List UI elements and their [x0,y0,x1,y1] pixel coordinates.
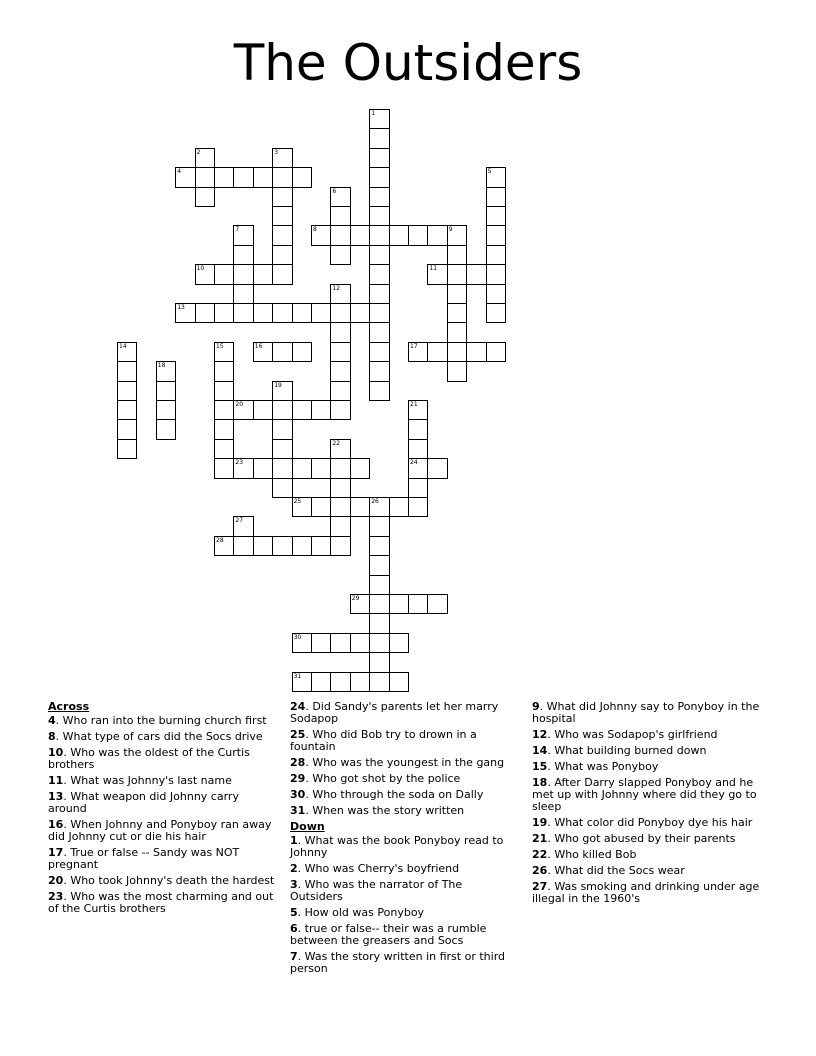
grid-cell[interactable] [369,381,389,401]
clue-number: 7 [290,950,298,963]
grid-number: 22 [332,439,341,447]
grid-cell[interactable] [117,439,137,459]
clue-text: Who was the narrator of The Outsiders [290,878,463,903]
grid-cell[interactable] [117,381,137,401]
grid-cell[interactable] [350,633,370,653]
grid-cell[interactable] [369,555,389,575]
grid-cell[interactable] [389,497,409,517]
grid-cell[interactable] [369,652,389,672]
clue-number: 1 [290,834,298,847]
clue-text: How old was Ponyboy [304,906,425,919]
grid-cell[interactable] [486,187,506,207]
clue-column-1 [48,701,276,919]
grid-cell[interactable] [214,167,234,187]
clue-number: 11 [48,774,64,787]
grid-cell[interactable] [272,478,292,498]
grid-cell[interactable] [466,264,486,284]
grid-cell[interactable] [369,516,389,536]
clue-number: 25 [290,728,306,741]
grid-number: 27 [235,517,244,525]
grid-cell[interactable] [369,594,389,614]
grid-cell[interactable] [369,672,389,692]
grid-cell[interactable] [330,497,350,517]
clue-across-10: 10. Who was the oldest of the Curtis brothers [48,746,250,771]
clue-text: What color did Ponyboy dye his hair [554,816,753,829]
clue-text: Who got abused by their parents [554,832,736,845]
grid-cell[interactable] [369,264,389,284]
clue-across-30: 30. Who through the soda on Dally [290,788,484,801]
grid-number: 4 [177,168,182,176]
grid-cell[interactable] [330,478,350,498]
clue-text: True or false -- Sandy was NOT pregnant [48,846,240,871]
grid-cell[interactable] [272,419,292,439]
grid-cell[interactable] [292,400,312,420]
grid-cell[interactable] [272,536,292,556]
grid-number: 1 [371,110,376,117]
grid-cell[interactable] [272,439,292,459]
grid-number: 24 [410,459,418,467]
grid-cell[interactable] [233,284,253,304]
grid-number: 21 [410,401,418,408]
grid-cell[interactable] [214,361,234,381]
grid-number: 6 [332,187,337,195]
clue-number: 14 [532,744,548,757]
clue-text: Who did Bob try to drown in a fountain [290,728,477,753]
grid-number: 28 [216,536,224,544]
clue-column-2 [290,701,512,979]
grid-cell[interactable] [214,419,234,439]
clue-down-21: 21. Who got abused by their parents [532,832,736,845]
grid-number: 12 [332,284,341,292]
grid-cell[interactable] [486,225,506,245]
clue-number: 18 [532,776,548,789]
grid-cell[interactable] [408,419,428,439]
grid-cell[interactable] [253,303,273,323]
clue-down-26: 26. What did the Socs wear [532,864,685,877]
grid-cell[interactable] [311,400,331,420]
grid-number: 2 [196,148,201,156]
grid-cell[interactable] [330,361,350,381]
clue-number: 2 [290,862,298,875]
clue-number: 19 [532,816,548,829]
clue-number: 30 [290,788,306,801]
grid-cell[interactable] [311,536,331,556]
grid-cell[interactable] [389,225,409,245]
clue-number: 23 [48,890,64,903]
grid-number: 25 [293,498,302,505]
clue-text: Was the story written in first or third person [290,950,506,975]
grid-cell[interactable] [466,342,486,362]
clue-number: 29 [290,772,306,785]
clue-column-3 [532,701,764,909]
grid-cell[interactable] [330,381,350,401]
clue-number: 16 [48,818,64,831]
grid-cell[interactable] [330,516,350,536]
grid-cell[interactable] [486,264,506,284]
grid-cell[interactable] [369,342,389,362]
grid-cell[interactable] [330,342,350,362]
grid-number: 29 [351,595,360,602]
grid-number: 8 [313,226,317,234]
grid-cell[interactable] [311,303,331,323]
grid-cell[interactable] [408,594,428,614]
grid-cell[interactable] [369,361,389,381]
grid-cell[interactable] [311,458,331,478]
clue-down-12: 12. Who was Sodapop's girlfriend [532,728,718,741]
clue-number: 8 [48,730,56,743]
clue-across-17: 17. True or false -- Sandy was NOT pregnant [48,846,240,871]
grid-cell[interactable] [369,633,389,653]
across-heading: Across [48,700,90,713]
grid-cell[interactable] [311,633,331,653]
grid-cell[interactable] [292,342,312,362]
clue-across-16: 16. When Johnny and Ponyboy ran away did Johnny cut or die his hair [48,818,272,843]
grid-cell[interactable] [369,128,389,148]
grid-cell[interactable] [272,225,292,245]
grid-cell[interactable] [214,264,234,284]
clue-down-14: 14. What building burned down [532,744,707,757]
grid-cell[interactable] [408,225,428,245]
clue-number: 22 [532,848,548,861]
grid-cell[interactable] [214,381,234,401]
grid-cell[interactable] [214,458,234,478]
grid-cell[interactable] [350,303,370,323]
grid-cell[interactable] [408,439,428,459]
grid-cell[interactable] [214,439,234,459]
grid-number: 18 [157,362,166,370]
grid-cell[interactable] [369,575,389,595]
clue-text: Who got shot by the police [312,772,461,785]
clue-down-9: 9. What did Johnny say to Ponyboy in the hospital [532,700,760,725]
grid-cell[interactable] [389,672,409,692]
clue-across-23: 23. Who was the most charming and out of the Curtis brothers [48,890,274,915]
grid-cell[interactable] [330,400,350,420]
grid-number: 15 [216,342,224,350]
clue-number: 27 [532,880,548,893]
grid-cell[interactable] [330,245,350,265]
clue-text: When was the story written [312,804,465,817]
clue-number: 13 [48,790,64,803]
grid-cell[interactable] [330,225,350,245]
grid-cell[interactable] [233,303,253,323]
grid-cell[interactable] [233,264,253,284]
grid-cell[interactable] [447,245,467,265]
grid-cell[interactable] [253,167,273,187]
clue-text: Who was the oldest of the Curtis brothers [48,746,250,771]
clue-text: Who was Sodapop's girlfriend [554,728,718,741]
grid-cell[interactable] [486,206,506,226]
grid-cell[interactable] [330,206,350,226]
grid-number: 14 [119,342,127,350]
grid-cell[interactable] [330,633,350,653]
grid-cell[interactable] [427,458,447,478]
grid-cell[interactable] [427,594,447,614]
grid-number: 13 [177,304,185,311]
grid-cell[interactable] [292,167,312,187]
clue-number: 5 [290,906,298,919]
clue-text: What was Ponyboy [554,760,659,773]
clue-text: Who was the youngest in the gang [312,756,505,769]
grid-cell[interactable] [272,458,292,478]
grid-number: 20 [235,401,244,408]
grid-number: 23 [235,459,244,467]
grid-cell[interactable] [369,245,389,265]
clue-number: 26 [532,864,548,877]
grid-cell[interactable] [486,303,506,323]
clue-across-31: 31. When was the story written [290,804,465,817]
grid-number: 30 [293,633,302,641]
clue-number: 4 [48,714,56,727]
grid-cell[interactable] [311,672,331,692]
clue-text: What building burned down [554,744,707,757]
clue-text: When Johnny and Ponyboy ran away did Johnny cut or die his hair [48,818,272,843]
clue-text: Who killed Bob [554,848,637,861]
grid-cell[interactable] [350,458,370,478]
clue-across-4: 4. Who ran into the burning church first [48,714,267,727]
grid-cell[interactable] [292,458,312,478]
grid-cell[interactable] [369,303,389,323]
grid-cell[interactable] [369,206,389,226]
clue-text: What type of cars did the Socs drive [62,730,263,743]
grid-cell[interactable] [156,381,176,401]
grid-cell[interactable] [369,167,389,187]
down-heading: Down [290,820,325,833]
grid-cell[interactable] [330,672,350,692]
clue-number: 17 [48,846,64,859]
grid-cell[interactable] [369,187,389,207]
grid-cell[interactable] [427,342,447,362]
clue-text: Was smoking and drinking under age illegal in the 1960's [532,880,760,905]
clue-down-5: 5. How old was Ponyboy [290,906,425,919]
clue-down-3: 3. Who was the narrator of The Outsiders [290,878,463,903]
grid-number: 31 [293,672,302,680]
page-title: The Outsiders [233,34,583,92]
grid-cell[interactable] [369,322,389,342]
grid-number: 11 [429,265,438,273]
grid-cell[interactable] [486,284,506,304]
grid-cell[interactable] [214,400,234,420]
clue-number: 10 [48,746,64,759]
clue-text: What was Johnny's last name [70,774,232,787]
clue-down-15: 15. What was Ponyboy [532,760,659,773]
grid-cell[interactable] [233,536,253,556]
grid-number: 26 [371,498,379,505]
grid-cell[interactable] [214,303,234,323]
grid-cell[interactable] [389,594,409,614]
grid-cell[interactable] [253,264,273,284]
grid-cell[interactable] [311,497,331,517]
grid-cell[interactable] [272,206,292,226]
clue-down-7: 7. Was the story written in first or third person [290,950,506,975]
clue-text: Did Sandy's parents let her marry Sodapop [290,700,499,725]
grid-cell[interactable] [330,536,350,556]
grid-cell[interactable] [350,672,370,692]
grid-cell[interactable] [369,148,389,168]
grid-cell[interactable] [427,225,447,245]
grid-cell[interactable] [447,303,467,323]
grid-cell[interactable] [272,303,292,323]
clue-down-18: 18. After Darry slapped Ponyboy and he met up with Johnny where did they go to sleep [532,776,757,813]
grid-cell[interactable] [117,361,137,381]
clue-text: Who ran into the burning church first [62,714,267,727]
grid-number: 17 [410,342,418,350]
grid-cell[interactable] [330,303,350,323]
clue-text: After Darry slapped Ponyboy and he met up with Johnny where did they go to sleep [532,776,757,813]
grid-cell[interactable] [447,361,467,381]
clue-number: 21 [532,832,548,845]
clue-down-22: 22. Who killed Bob [532,848,637,861]
clue-across-11: 11. What was Johnny's last name [48,774,232,787]
grid-cell[interactable] [408,497,428,517]
clue-number: 24 [290,700,306,713]
grid-number: 19 [274,381,282,389]
grid-cell[interactable] [330,322,350,342]
clue-text: Who took Johnny's death the hardest [70,874,275,887]
grid-cell[interactable] [389,633,409,653]
clue-down-27: 27. Was smoking and drinking under age illegal in the 1960's [532,880,760,905]
clue-across-25: 25. Who did Bob try to drown in a fountain [290,728,477,753]
grid-number: 3 [274,148,279,156]
clue-text: true or false-- their was a rumble between the greasers and Socs [290,922,487,947]
grid-cell[interactable] [272,167,292,187]
grid-cell[interactable] [486,342,506,362]
grid-cell[interactable] [233,245,253,265]
grid-number: 5 [487,168,492,176]
grid-cell[interactable] [272,245,292,265]
grid-number: 9 [448,226,453,234]
grid-cell[interactable] [253,536,273,556]
grid-cell[interactable] [408,478,428,498]
grid-cell[interactable] [195,187,215,207]
grid-cell[interactable] [272,187,292,207]
grid-cell[interactable] [369,284,389,304]
grid-cell[interactable] [117,419,137,439]
clue-number: 9 [532,700,540,713]
clue-number: 20 [48,874,64,887]
clue-number: 15 [532,760,548,773]
clue-text: What weapon did Johnny carry around [48,790,239,815]
grid-cell[interactable] [253,400,273,420]
clue-across-13: 13. What weapon did Johnny carry around [48,790,239,815]
grid-number: 10 [196,265,205,273]
grid-cell[interactable] [272,342,292,362]
grid-cell[interactable] [292,303,312,323]
clue-number: 28 [290,756,306,769]
clue-number: 6 [290,922,298,935]
clue-across-20: 20. Who took Johnny's death the hardest [48,874,275,887]
grid-cell[interactable] [350,497,370,517]
clue-down-6: 6. true or false-- their was a rumble between the greasers and Socs [290,922,487,947]
grid-cell[interactable] [447,342,467,362]
clue-across-8: 8. What type of cars did the Socs drive [48,730,263,743]
grid-cell[interactable] [253,458,273,478]
grid-cell[interactable] [233,167,253,187]
clue-down-1: 1. What was the book Ponyboy read to Johnny [290,834,504,859]
grid-number: 16 [254,342,263,350]
grid-cell[interactable] [350,225,370,245]
clue-down-19: 19. What color did Ponyboy dye his hair [532,816,753,829]
clue-text: What did Johnny say to Ponyboy in the hospital [532,700,760,725]
grid-cell[interactable] [330,458,350,478]
clue-across-28: 28. Who was the youngest in the gang [290,756,505,769]
grid-cell[interactable] [447,322,467,342]
clue-across-29: 29. Who got shot by the police [290,772,461,785]
grid-cell[interactable] [156,419,176,439]
grid-cell[interactable] [272,400,292,420]
grid-cell[interactable] [292,536,312,556]
clue-down-2: 2. Who was Cherry's boyfriend [290,862,460,875]
grid-cell[interactable] [486,245,506,265]
clue-text: What did the Socs wear [554,864,685,877]
grid-cell[interactable] [272,264,292,284]
grid-cell[interactable] [195,303,215,323]
clue-text: Who was Cherry's boyfriend [304,862,460,875]
grid-cell[interactable] [369,225,389,245]
grid-cell[interactable] [447,264,467,284]
grid-cell[interactable] [447,284,467,304]
clue-text: What was the book Ponyboy read to Johnny [290,834,504,859]
clue-number: 12 [532,728,548,741]
grid-cell[interactable] [156,400,176,420]
clue-text: Who was the most charming and out of the Curtis brothers [48,890,274,915]
clue-number: 31 [290,804,306,817]
grid-cell[interactable] [195,167,215,187]
grid-cell[interactable] [369,613,389,633]
grid-number: 7 [235,226,240,234]
grid-cell[interactable] [117,400,137,420]
clue-text: Who through the soda on Dally [312,788,484,801]
clue-number: 3 [290,878,298,891]
grid-cell[interactable] [369,536,389,556]
clue-across-24: 24. Did Sandy's parents let her marry Sodapop [290,700,499,725]
